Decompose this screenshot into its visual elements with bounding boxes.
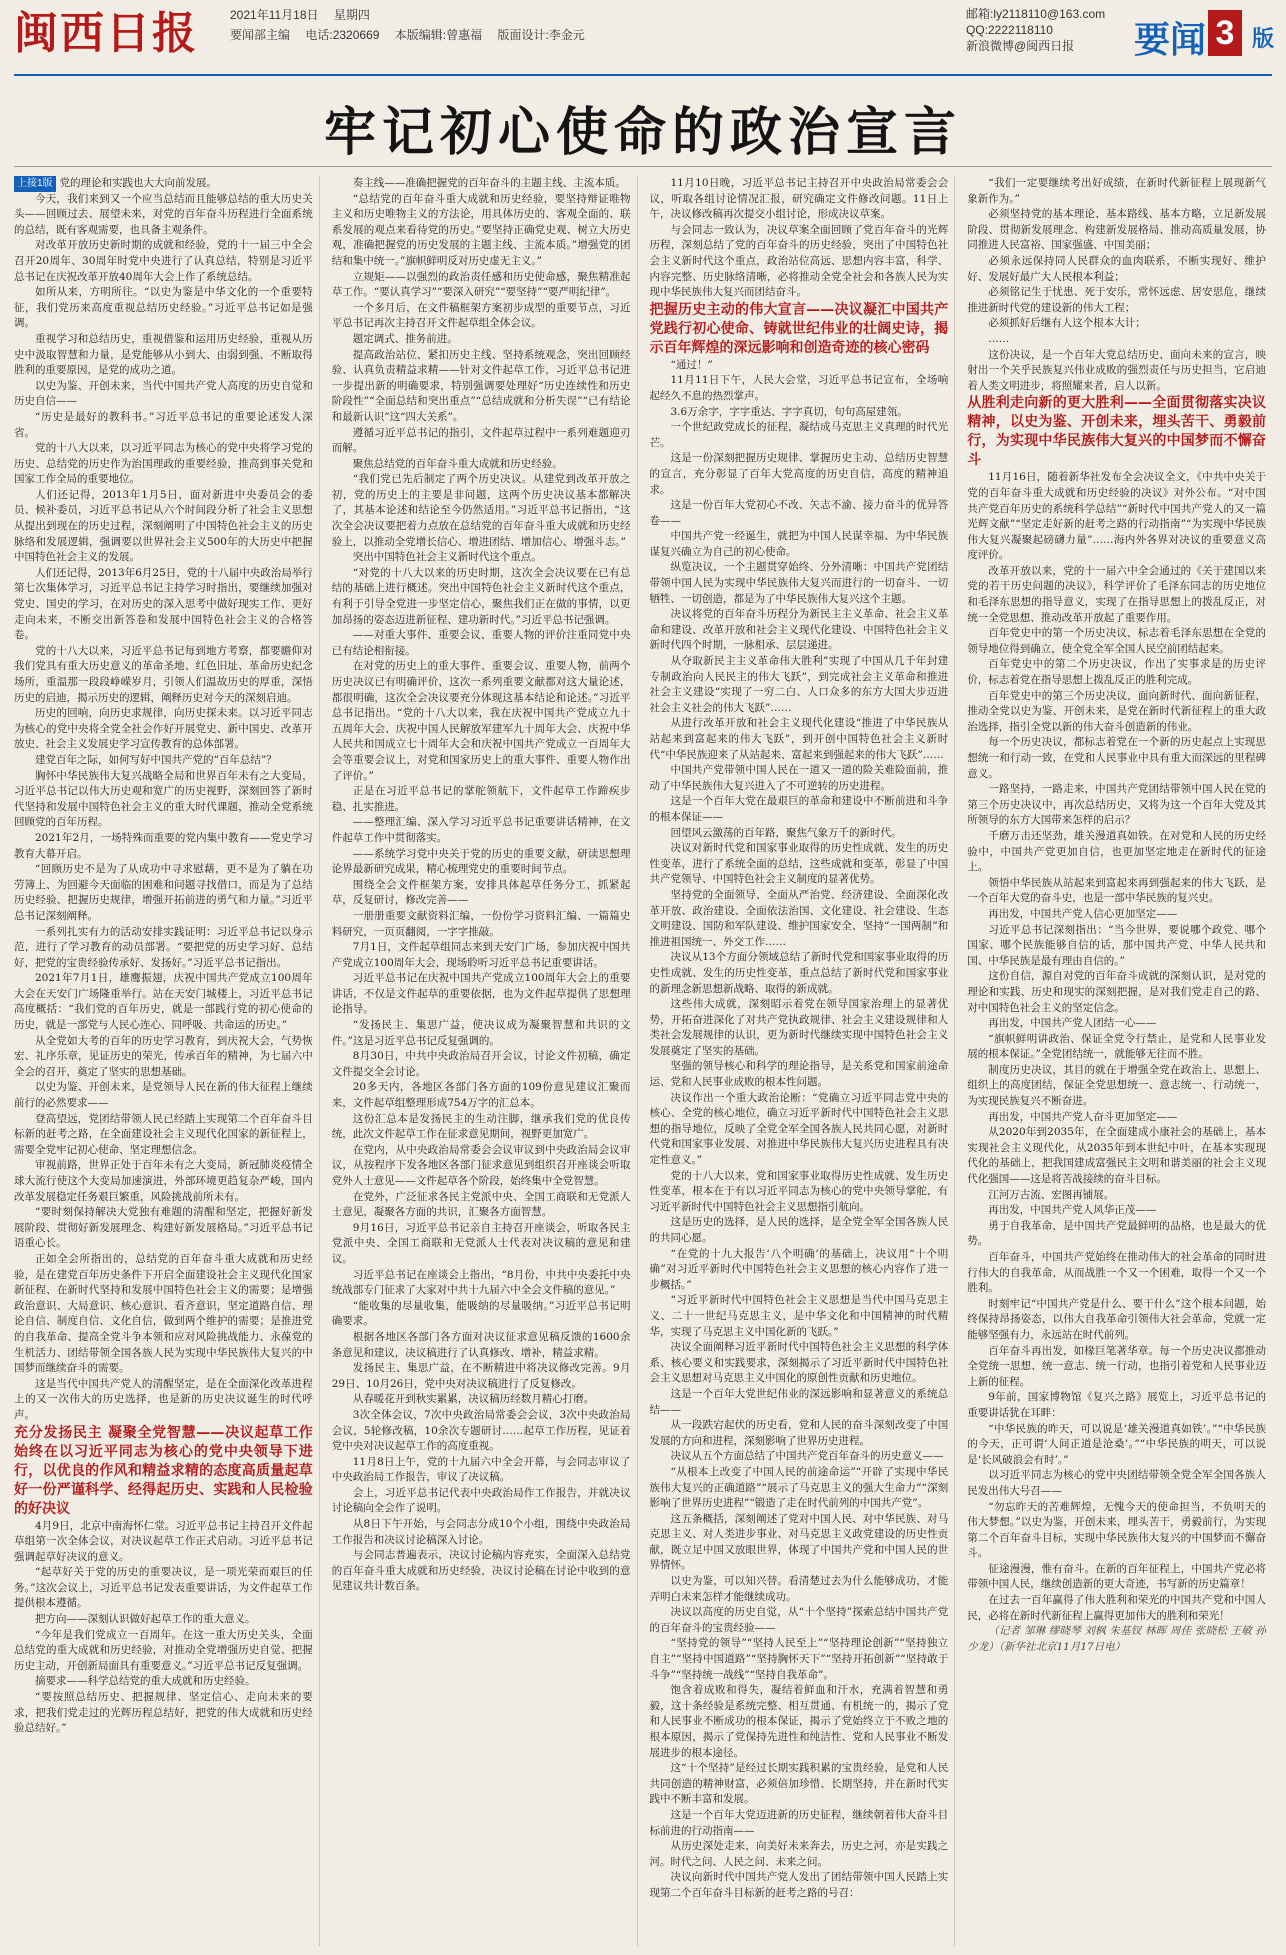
article-columns bbox=[14, 176, 1272, 1946]
body-paragraph: 把方向——深刻认识做好起草工作的重大意义。 bbox=[35, 1613, 256, 1626]
body-paragraph: 一路坚持，一路走来，中国共产党团结带领中国人民在党的第三个历史决议中，再次总结历史，又将为这一个百年大党及其所领导的东方大国带来怎样的启示？ bbox=[967, 783, 1266, 827]
body-paragraph: “中华民族的昨天，可以说是‘雄关漫道真如铁’。”“中华民族的今天，正可谓‘人间正道是沧桑’。”“中华民族的明天，可以说是‘长风破浪会有时’。” bbox=[967, 1422, 1266, 1466]
body-paragraph: 党的十八大以来，以习近平同志为核心的党中央将学习党的历史、总结党的历史作为治国理政的重要经验，推高到事关党和国家工作全局的重要地位。 bbox=[14, 442, 313, 486]
body-paragraph: 习近平总书记在庆祝中国共产党成立100周年大会上的重要讲话，不仅是文件起草的重要依据，也为文件起草提供了思想理论指导。 bbox=[331, 972, 631, 1016]
body-paragraph: 立规矩——以强烈的政治责任感和历史使命感，聚焦精准起草工作。“要认真学习”“要深入研究”“要坚持”“要严明纪律”。 bbox=[331, 270, 631, 299]
body-paragraph: 从进行改革开放和社会主义现代化建设“推进了中华民族从站起来到富起来的伟大飞跃”，到开创中国特色社会主义新时代“中华民族迎来了从站起来、富起来到强起来的伟大飞跃”…… bbox=[649, 717, 949, 761]
body-paragraph: 11月11日下午，人民大会堂，习近平总书记宣布，全场响起经久不息的热烈掌声。 bbox=[649, 374, 949, 402]
body-paragraph: 建党百年之际，如何写好中国共产党的“百年总结”？ bbox=[35, 753, 277, 766]
body-paragraph: 在对党的历史上的重大事件、重要会议、重要人物，前两个历史决议已有明确评价，这次一系列重要文献都对这大量论述，都很明确，这次全会决议要充分体现这基本结论和论述。”习近平总书记指出。“党的十八大以来，我在庆祝中国共产党成立九十五周年大会、庆祝中国人民解放军建军九十周年大会、庆祝中华人民共和国成立七十周年大会和庆祝中国共产党成立一百周年大会等重要会议上，对党和国家历史上的重大事件、重要人物作出了评价。” bbox=[331, 660, 631, 782]
body-paragraph: 4月9日，北京中南海怀仁堂。习近平总书记主持召开文件起草组第一次全体会议，对决议起草工作正式启动。习近平总书记强调起草好决议的意义。 bbox=[14, 1519, 313, 1563]
body-paragraph: 重视学习和总结历史，重视借鉴和运用历史经验，重视从历史中汲取智慧和力量，是党能够从小到大、由弱到强、不断取得胜利的重要原因，是党的成功之道。 bbox=[14, 332, 313, 377]
body-paragraph: 这是一个百年大党世纪伟业的深远影响和显著意义的系统总结—— bbox=[649, 1387, 949, 1416]
contact-email: 邮箱:ly2118110@163.com bbox=[966, 7, 1106, 21]
body-paragraph: 题定调式、推务前进。 bbox=[352, 332, 458, 345]
body-paragraph: 党的十八大以来，党和国家事业取得历史性成就、发生历史性变革，根本在于有以习近平同志为核心的党中央领导掌舵，有习近平新时代中国特色社会主义思想指引航向。 bbox=[649, 1169, 949, 1213]
body-paragraph: 奏主线——准确把握党的百年奋斗的主题主线、主流本质。 bbox=[352, 177, 626, 189]
body-paragraph: 从8日下午开始，与会同志分成10个小组，围绕中央政治局工作报告和决议讨论稿深入讨论。 bbox=[331, 1518, 631, 1546]
body-paragraph: 再出发，中国共产党人信心更加坚定—— bbox=[988, 907, 1178, 920]
body-paragraph: 中国共产党一经诞生，就把为中国人民谋幸福、为中华民族谋复兴确立为自己的初心使命。 bbox=[649, 530, 949, 558]
body-paragraph: 人们还记得，2013年6月25日，党的十八届中央政治局举行第七次集体学习，习近平总书记主持学习时指出，要继续加强对党史、国史的学习，在对历史的深入思考中做好现实工作、更好走向未来，不断交出新答卷和发展中国特色社会主义的合格答卷。 bbox=[14, 566, 313, 642]
body-paragraph: “对党的十八大以来的历史时期，这次全会决议要在已有总结的基础上进行概述。突出中国特色社会主义新时代这个重点，有利于引导全党进一步坚定信心，聚焦我们正在做的事情，以更加昂扬的姿态迈进新征程、建功新时代。”习近平总书记强调。 bbox=[331, 566, 631, 626]
body-paragraph: 江河万古流、宏图再铺展。 bbox=[988, 1188, 1115, 1201]
body-paragraph: 从2020年到2035年，在全面建成小康社会的基础上，基本实现社会主义现代化，从2035年到本世纪中叶，在基本实现现代化的基础上，把我国建成富强民主文明和谐美丽的社会主义现代化强国——这是将苦战接续的奋斗目标。 bbox=[967, 1126, 1266, 1186]
body-paragraph: 必须永远保持同人民群众的血肉联系，不断实现好、维护好、发展好最广大人民根本利益； bbox=[967, 254, 1266, 283]
body-paragraph: 决议以高度的历史自觉，从“十个坚持”探索总结中国共产党的百年奋斗的宝贵经验—— bbox=[649, 1606, 949, 1634]
section-subheading: 从胜利走向新的更大胜利——全面贯彻落实决议精神，以史为鉴、开创未来，埋头苦干、勇毅前行，为实现中华民族伟大复兴的中国梦而不懈奋斗 bbox=[967, 395, 1266, 469]
body-paragraph: “起草好关于党的历史的重要决议，是一项光荣而艰巨的任务。”这次会议上，习近平总书记发表重要讲话，为文件起草工作提供根本遵循。 bbox=[14, 1566, 313, 1610]
article-column bbox=[650, 176, 956, 1946]
body-paragraph: 百年党史中的第一个历史决议，标志着毛泽东思想在全党的领导地位得到确立，使全党全军全国人民空前团结起来。 bbox=[967, 627, 1266, 655]
body-paragraph: 在过去一百年赢得了伟大胜利和荣光的中国共产党和中国人民，必将在新时代新征程上赢得更加伟大的胜利和荣光！ bbox=[967, 1594, 1266, 1622]
masthead bbox=[0, 0, 1286, 80]
page-designer: 版面设计:李金元 bbox=[497, 28, 585, 42]
headline-rule bbox=[14, 166, 1272, 167]
body-paragraph: 会上，习近平总书记代表中央政治局作工作报告，并就决议讨论稿向全会作了说明。 bbox=[331, 1486, 631, 1515]
contact-info bbox=[966, 6, 1116, 54]
body-paragraph: 11月16日，随着新华社发布全会决议全文，《中共中央关于党的百年奋斗重大成就和历史经验的决议》对外公布。“对中国共产党百年历史的系统科学总结”“新时代中国共产党人的又一篇光辉文献”“坚定走好新的赶考之路的行动指南”“为实现中华民族伟大复兴凝聚起磅礴力量”……海内外各界对决议的重要意义高度评价。 bbox=[967, 471, 1266, 562]
body-paragraph: 从夺取新民主主义革命伟大胜利”实现了中国从几千年封建专制政治向人民民主的伟大飞跃”，到完成社会主义革命和推进社会主义建设“实现了一穷二白、人口众多的东方大国大步迈进社会主义社会的伟大飞跃”…… bbox=[649, 655, 949, 714]
body-paragraph: 再出发，中国共产党人奋斗更加坚定—— bbox=[988, 1110, 1178, 1123]
masthead-rule bbox=[14, 74, 1272, 76]
body-paragraph: “总结党的百年奋斗重大成就和历史经验，要坚持辩证唯物主义和历史唯物主义的方法论，用具体历史的、客观全面的、联系发展的观点来看待党的历史。”要坚持正确党史观、树立大历史观，准确把握党的历史发展的主题主线、主流本质。”增强党的团结和集中统一。”旗帜鲜明反对历史虚无主义。” bbox=[331, 192, 631, 267]
body-paragraph: 发扬民主、集思广益，在不断精进中将决议修改完善。9月29日、10月26日，党中央对决议稿进行了反复修改。 bbox=[331, 1362, 631, 1390]
body-paragraph: “历史是最好的教科书。”习近平总书记的重要论述发人深省。 bbox=[14, 410, 313, 439]
body-paragraph: 回望风云激荡的百年路，聚焦气象万千的新时代。 bbox=[670, 826, 902, 839]
issue-meta bbox=[230, 6, 382, 23]
contact-qq: QQ:2222118110 bbox=[966, 23, 1053, 37]
body-paragraph: “今年是我们党成立一百周年。在这一重大历史关头，全面总结党的重大成就和历史经验，对推动全党增强历史自觉、把握历史主动，开创新局面具有重要意义。”习近平总书记反复强调。 bbox=[14, 1628, 313, 1672]
body-paragraph: 一个世纪政党成长的征程，凝结成马克思主义真理的时代光芒。 bbox=[649, 421, 949, 449]
body-paragraph: “通过！” bbox=[670, 358, 713, 371]
body-paragraph: 胸怀中华民族伟大复兴战略全局和世界百年未有之大变局，习近平总书记以伟大历史观和宽广的历史视野，深刻回答了新时代坚持和发展中国特色社会主义的重大时代课题，推动全党系统回顾党的百年历程。 bbox=[14, 769, 313, 829]
body-paragraph: 9年前，国家博物馆《复兴之路》展览上，习近平总书记的重要讲话犹在耳畔： bbox=[967, 1391, 1266, 1419]
body-paragraph: “能收集的尽量收集，能吸纳的尽量吸纳。”习近平总书记明确要求。 bbox=[331, 1299, 631, 1328]
body-paragraph: 这份汇总本是发扬民主的生动注脚，继承我们党的优良传统，此次文件起草工作在征求意见期间，视野更加宽广。 bbox=[331, 1112, 631, 1141]
body-paragraph: 这是一个百年大党迈进新的历史征程，继续朝着伟大奋斗目标前进的行动指南—— bbox=[649, 1808, 949, 1837]
body-paragraph: “在党的十九大报告‘八个明确’的基础上，决议用“十个明确”对习近平新时代中国特色社会主义思想的核心内容作了进一步概括。” bbox=[649, 1247, 949, 1291]
body-paragraph: 这份自信，源自对党的百年奋斗成就的深刻认识，是对党的理论和实践、历史和现实的深刻把握，是对我们党走自己的路、对中国特色社会主义的坚定信念。 bbox=[967, 970, 1266, 1014]
body-paragraph: 从全党如大考的百年的历史学习教育，到庆祝大会，气势恢宏、礼序乐章，见证历史的荣光，传承百年的精神，为七届六中全会的召开，奠定了坚实的思想基础。 bbox=[14, 1034, 313, 1078]
body-paragraph: 与会同志普遍表示，决议讨论稿内容充实，全面深入总结党的百年奋斗重大成就和历史经验，决议讨论稿在讨论中收到的意见建议共计数百条。 bbox=[331, 1549, 631, 1593]
body-paragraph: 正如全会所指出的，总结党的百年奋斗重大成就和历史经验，是在建党百年历史条件下开启全面建设社会主义现代化国家新征程、在新时代坚持和发展中国特色社会主义的需要；是增强政治意识、大局意识、核心意识、看齐意识，坚定道路自信、理论自信、制度自信、文化自信，做到两个维护的需要；是推进党的自我革命、提高全党斗争本领和应对风险挑战能力、永葆党的生机活力、团结带领全国各族人民为实现中华民族伟大复兴的中国梦而继续奋斗的需要。 bbox=[14, 1252, 313, 1375]
body-paragraph: 百年奋斗，中国共产党始终在推动伟大的社会革命的同时进行伟大的自我革命，从而战胜一个又一个困难，取得一个又一个胜利。 bbox=[967, 1251, 1266, 1295]
body-paragraph: 人们还记得，2013年1月5日，面对新进中央委员会的委员、候补委员，习近平总书记从六个时间段分析了社会主义思想从提出到现在的历史过程，深刻阐明了中国特色社会主义的历史脉络和发展逻辑，强调要以世界社会主义500年的大历史中把握中国特色社会主义的发展。 bbox=[14, 488, 313, 564]
page-suffix: 版 bbox=[1251, 26, 1274, 51]
body-paragraph: 以史为鉴，可以知兴替。看清楚过去为什么能够成功，才能弄明白未来怎样才能继续成功。 bbox=[649, 1575, 949, 1603]
body-paragraph: ——整理汇编、深入学习习近平总书记重要讲话精神，在文件起草工作中贯彻落实。 bbox=[331, 816, 631, 844]
body-paragraph: 对改革开放历史新时期的成就和经验，党的十一届三中全会召开20周年、30周年时党中央进行了认真总结，特别是习近平总书记在庆祝改革开放40周年大会上作了系统总结。 bbox=[14, 239, 313, 283]
body-paragraph: 与会同志一致认为，决议草案全面回顾了党百年奋斗的光辉历程，深刻总结了党的百年奋斗的历史经验，突出了中国特色社会主义新时代这个重点，政治站位高远、思想内容丰富，科学、内容完整、历史脉络清晰，必将推动全党全社会和各族人民为实现中华民族伟大复兴而团结奋斗。 bbox=[649, 223, 949, 299]
body-paragraph: 百年党史中的第三个历史决议，面向新时代、面向新征程，推动全党以史为鉴、开创未来，是党在新时代新征程上的重大政治选择，指引全党以新的伟大奋斗创造新的伟业。 bbox=[967, 689, 1266, 733]
page-editor: 本版编辑:曾惠福 bbox=[394, 28, 483, 42]
article-headline: 牢记初心使命的政治宣言 bbox=[323, 103, 962, 163]
body-paragraph: 决议对新时代党和国家事业取得的历史性成就、发生的历史性变革，进行了系统全面的总结，这些成就和变革，彰显了中国共产党领导、中国特色社会主义制度的显著优势。 bbox=[649, 842, 949, 886]
body-paragraph: 决议从五个方面总结了中国共产党百年奋斗的历史意义—— bbox=[670, 1450, 944, 1463]
body-paragraph: 这是一份百年大党初心不改、矢志不渝、接力奋斗的优异答卷—— bbox=[649, 499, 949, 527]
section-subheading: 把握历史主动的伟大宣言——决议凝汇中国共产党践行初心使命、铸就世纪伟业的壮阔史诗，揭示百年辉煌的深远影响和创造奇迹的核心密码 bbox=[649, 301, 949, 356]
article-column bbox=[967, 176, 1272, 1946]
body-paragraph: 在党内，从中央政治局常委会会议审议到中央政治局会议审议，从按程序下发各地区各部门征求意见到组织召开座谈会听取党外人士意见——文件起草各个阶段，始终集中全党智慧。 bbox=[331, 1143, 631, 1187]
body-paragraph: 2021年2月，一场特殊而重要的党内集中教育——党史学习教育大幕开启。 bbox=[14, 831, 313, 860]
section-subheading: 充分发扬民主 凝聚全党智慧——决议起草工作始终在以习近平同志为核心的党中央领导下进行，以优良的作风和精益求精的态度高质量起草好一份严谨科学、经得起历史、实践和人民检验的好决议 bbox=[14, 1424, 313, 1517]
body-paragraph: 一系列扎实有力的活动安排实践证明：习近平总书记以身示范，进行了学习教育的动员部署。“要把党的历史学习好、总结好，把党的宝贵经验传承好、发扬好。”习近平总书记指出。 bbox=[14, 925, 313, 969]
body-paragraph: “我们党已先后制定了两个历史决议。从建党到改革开放之初，党的历史上的主要是非问题，这两个历史决议基本都解决了，其基本论述和结论至今仍然适用。”习近平总书记指出，“这次全会决议要把着力点放在总结党的百年奋斗重大成就和历史经验上，以推动全党增长信心、增进团结、增加信心、增强斗志。” bbox=[331, 473, 631, 548]
issue-weekday: 星期四 bbox=[333, 8, 370, 22]
section-title: 要闻 bbox=[1133, 19, 1206, 60]
body-paragraph: 决议从13个方面分领域总结了新时代党和国家事业取得的历史性成就、发生的历史性变革，重点总结了新时代党和国家事业的新理念新思想新战略、取得的新成就。 bbox=[649, 951, 949, 995]
body-paragraph: “旗帜鲜明讲政治、保证全党令行禁止，是党和人民事业发展的根本保证。”全党团结统一，就能够无往而不胜。 bbox=[967, 1032, 1266, 1061]
body-paragraph: 以习近平同志为核心的党中央团结带领全党全军全国各族人民发出伟大号召—— bbox=[967, 1469, 1266, 1497]
body-paragraph: …… bbox=[988, 332, 1010, 345]
body-paragraph: “要按照总结历史、把握规律、坚定信心、走向未来的要求，把我们党走过的光辉历程总结好，把党的伟大成就和历史经验总结好。” bbox=[14, 1691, 313, 1735]
body-paragraph: 根据各地区各部门各方面对决议征求意见稿反馈的1600余条意见和建议，决议稿进行了认真修改、增补，精益求精。 bbox=[331, 1330, 631, 1359]
section-editor: 要闻部主编 bbox=[230, 28, 291, 42]
body-paragraph: “坚持党的领导”“坚持人民至上”“坚持理论创新”“坚持独立自主”“坚持中国道路”“坚持胸怀天下”“坚持开拓创新”“坚持敢于斗争”“坚持统一战线”“坚持自我革命”。 bbox=[649, 1637, 949, 1681]
newspaper-logo: 闽西日报 bbox=[14, 8, 198, 59]
body-paragraph: 以史为鉴、开创未来，当代中国共产党人高度的历史自觉和历史自信—— bbox=[14, 379, 313, 408]
body-paragraph: 11月8日上午，党的十九届六中全会开幕，与会同志审议了中央政治局工作报告，审议了决议稿。 bbox=[331, 1455, 631, 1484]
body-paragraph: 必须抓好后继有人这个根本大计； bbox=[988, 317, 1146, 330]
body-paragraph: 围绕全会文件框架方案，安排具体起草任务分工，抓紧起草，反复研讨，修改完善—— bbox=[331, 878, 631, 907]
body-paragraph: “从根本上改变了中国人民的前途命运”“开辟了实现中华民族伟大复兴的正确道路”“展示了马克思主义的强大生命力”“深刻影响了世界历史进程”“锻造了走在时代前列的中国共产党”。 bbox=[649, 1465, 949, 1510]
body-paragraph: “回顾历史不是为了从成功中寻求慰藉，更不是为了躺在功劳簿上、为回避今天面临的困难和问题寻找借口，而是为了总结历史经验、把握历史规律，增强开拓前进的勇气和力量。”习近平总书记深刻阐释。 bbox=[14, 863, 313, 922]
body-paragraph: 这是一份深刻把握历史规律、掌握历史主动、总结历史智慧的宣言，充分彰显了百年大党高度的历史自信，高度的精神追求。 bbox=[649, 452, 949, 496]
body-paragraph: 决议作出一个重大政治论断：“党确立习近平同志党中央的核心、全党的核心地位，确立习近平新时代中国特色社会主义思想的指导地位，反映了全党全军全国各族人民共同心愿，对新时代党和国家事业发展、对推进中华民族伟大复兴历史进程具有决定性意义。” bbox=[649, 1091, 949, 1167]
body-paragraph: 这些伟大成就，深刻昭示着党在领导国家治理上的显著优势，开拓奋进深化了对共产党执政规律、社会主义建设规律和人类社会发展规律的认识，更为新时代继续实现中国特色社会主义发展奠定了坚实的基础。 bbox=[649, 998, 949, 1057]
body-paragraph: ——系统学习党中央关于党的历史的重要文献，研读思想理论界最新研究成果，精心梳理党史的重要时间节点。 bbox=[331, 847, 631, 876]
body-paragraph: 遵循习近平总书记的指引，文件起草过程中一系列难题迎刃而解。 bbox=[331, 426, 631, 455]
body-paragraph: 制度历史决议，其目的就在于增强全党在政治上、思想上、组织上的高度团结，保证全党思想统一、意志统一、行动统一，为实现民族复兴不断奋进。 bbox=[967, 1063, 1266, 1108]
body-paragraph: 这“十个坚持”是经过长期实践积累的宝贵经验，是党和人民共同创造的精神财富，必须倍加珍惜、长期坚持，并在新时代实践中不断丰富和发展。 bbox=[649, 1762, 949, 1806]
body-paragraph: 决议全面阐释习近平新时代中国特色社会主义思想的科学体系、核心要义和实践要求，深刻揭示了习近平新时代中国特色社会主义思想对马克思主义中国化的原创性贡献和历史地位。 bbox=[649, 1341, 949, 1385]
body-paragraph: “要时刻保持解决大党独有难题的清醒和坚定，把握好新发展阶段、贯彻好新发展理念、构建好新发展格局。”习近平总书记语重心长。 bbox=[14, 1206, 313, 1250]
article-column bbox=[332, 176, 638, 1946]
article-column bbox=[14, 176, 320, 1946]
body-paragraph: 9月16日，习近平总书记亲自主持召开座谈会，听取各民主党派中央、全国工商联和无党派人士代表对决议稿的意见和建议。 bbox=[331, 1221, 631, 1265]
body-paragraph: 这是一个百年大党在最艰巨的革命和建设中不断前进和斗争的根本保证—— bbox=[649, 795, 949, 823]
body-paragraph: 勇于自我革命，是中国共产党最鲜明的品格，也是最大的优势。 bbox=[967, 1219, 1266, 1248]
body-paragraph: 必须坚持党的基本理论、基本路线、基本方略，立足新发展阶段、贯彻新发展理念、构建新发展格局、推动高质量发展，协同推进人民富裕、国家强盛、中国美丽； bbox=[967, 208, 1266, 252]
body-paragraph: “勿忘昨天的苦难辉煌，无愧今天的使命担当，不负明天的伟大梦想。”以史为鉴，开创未来，埋头苦干，勇毅前行，为实现第二个百年奋斗目标，实现中华民族伟大复兴的中国梦而不懈奋斗。 bbox=[967, 1500, 1266, 1560]
body-paragraph: 从春暖花开到秋实累累，决议稿历经数月精心打磨。 bbox=[352, 1393, 595, 1406]
body-paragraph: 饱含着成败和得失，凝结着鲜血和汗水，充满着智慧和勇毅，这十条经验是系统完整、相互贯通、有机统一的，揭示了党和人民事业不断成功的根本保证，揭示了党始终立于不败之地的根本原因，揭示了党保持先进性和纯洁性、党和人民事业不断发展进步的根本途径。 bbox=[649, 1684, 949, 1759]
body-paragraph: 审视前路，世界正处于百年未有之大变局，新冠肺炎疫情全球大流行使这个大变局加速演进，外部环境更趋复杂严峻，国内改革发展稳定任务艰巨繁重，风险挑战前所未有。 bbox=[14, 1159, 313, 1203]
body-paragraph: 习近平总书记深刻指出：“当今世界，要说哪个政党、哪个国家、哪个民族能够自信的话，那中国共产党、中华人民共和国、中华民族是最有理由自信的。” bbox=[967, 923, 1266, 967]
body-paragraph: 这是历史的选择，是人民的选择，是全党全军全国各族人民的共同心愿。 bbox=[649, 1216, 949, 1244]
body-paragraph: 今天，我们来到又一个应当总结而且能够总结的重大历史关头——回顾过去、展望未来，对党的百年奋斗历程进行全面系统的总结，既有客观需要，也具备主观条件。 bbox=[14, 192, 313, 236]
body-paragraph: 以史为鉴、开创未来，是党领导人民在新的伟大征程上继续前行的必然要求—— bbox=[14, 1081, 313, 1110]
body-paragraph: “我们一定要继续考出好成绩，在新时代新征程上展现新气象新作为。” bbox=[967, 177, 1266, 205]
body-paragraph: 在党外，广泛征求各民主党派中央、全国工商联和无党派人士意见，凝聚各方面的共识，汇聚各方面智慧。 bbox=[331, 1190, 631, 1219]
body-paragraph: 改革开放以来，党的十一届六中全会通过的《关于建国以来党的若干历史问题的决议》，科学评价了毛泽东同志的历史地位和毛泽东思想的指导意义，实现了在指导思想上的拨乱反正，对统一全党思想、推动改革开放起了重要作用。 bbox=[967, 564, 1266, 624]
body-paragraph: 坚持党的全面领导、全面从严治党、经济建设、全面深化改革开放、政治建设、全面依法治国、文化建设、社会建设、生态文明建设、国防和军队建设、维护国家安全、坚持“一国两制”和推进祖国统一、外交工作…… bbox=[649, 888, 949, 948]
body-paragraph: 3次全体会议，7次中央政治局常委会会议，3次中央政治局会议，5轮修改稿，10余次专题研讨……起草工作历程，见证着党中央对决议起草工作的高度重视。 bbox=[331, 1408, 631, 1453]
body-paragraph: 7月1日，文件起草组同志来到天安门广场，参加庆祝中国共产党成立100周年大会，现场聆听习近平总书记重要讲话。 bbox=[331, 941, 631, 969]
body-paragraph: 从历史深处走来，向美好未来奔去，历史之河，亦是实践之河。时代之问、人民之问、未来之问。 bbox=[649, 1840, 949, 1868]
body-paragraph: 历史的回响，向历史求规律，向历史探未来。以习近平同志为核心的党中央将全党全社会作好开展党史、新中国史、改革开放史、社会主义发展史学习宣传教育的总体部署。 bbox=[14, 707, 313, 751]
body-paragraph: 纵览决议，一个主题贯穿始终、分外清晰：中国共产党团结带领中国人民为实现中华民族伟大复兴而进行的一切奋斗、一切牺牲、一切创造，都是为了中华民族伟大复兴这个主题。 bbox=[649, 561, 949, 605]
body-paragraph: 习近平总书记在座谈会上指出，“8月份，中共中央委托中央统战部专门征求了大家对中共十九届六中全会文件稿的意见。” bbox=[331, 1268, 631, 1297]
body-paragraph: 提高政治站位、紧扣历史主线、坚持系统观念，突出回顾经验、认真负责精益求精——针对文件起草工作，习近平总书记进一步提出新的明确要求，特别强调要处理好“历史连续性和历史阶段性”“全面总结和突出重点”“总结成就和分析失误”“已有结论和最新认识”这“四大关系”。 bbox=[331, 348, 631, 423]
continued-from-tag: 上接1版 bbox=[14, 176, 56, 192]
body-paragraph: 时刻牢记“中国共产党是什么、要干什么”这个根本问题，始终保持昂扬姿态，以伟大自我革命引领伟大社会革命，党就一定能够坚强有力，永远站在时代前列。 bbox=[967, 1297, 1266, 1341]
body-paragraph: 决议向新时代中国共产党人发出了团结带领中国人民踏上实现第二个百年奋斗目标新的赶考之路的号召： bbox=[649, 1871, 949, 1899]
editor-phone: 电话:2320669 bbox=[305, 28, 380, 42]
body-paragraph: 这是当代中国共产党人的清醒坚定，是在全面深化改革进程上的又一次伟大的历史选择，也是新的历史决议诞生的时代呼声。 bbox=[14, 1377, 313, 1421]
body-paragraph: 聚焦总结党的百年奋斗重大成就和历史经验。 bbox=[352, 457, 563, 470]
body-paragraph: 2021年7月1日，雄鹰振翅，庆祝中国共产党成立100周年大会在天安门广场隆重举行。站在天安门城楼上，习近平总书记高度概括：“我们党的百年历史，就是一部践行党的初心使命的历史，就是一部党与人民心连心、同呼吸、共命运的历史。” bbox=[14, 972, 313, 1032]
body-paragraph: 千磨万击还坚劲，雄关漫道真如铁。在对党和人民的历史经验中，中国共产党更加自信，也更加坚定地走在新时代的征途上。 bbox=[967, 829, 1266, 874]
body-paragraph: 必须铭记生于忧患、死于安乐，常怀远虑、居安思危，继续推进新时代党的建设新的伟大工程； bbox=[967, 286, 1266, 314]
contact-weibo: 新浪微博@闽西日报 bbox=[966, 39, 1075, 53]
body-paragraph: ——对重大事件、重要会议、重要人物的评价注重同党中央已有结论相衔接。 bbox=[331, 629, 631, 657]
body-paragraph: 再出发，中国共产党人团结一心—— bbox=[988, 1017, 1157, 1030]
body-paragraph: 正是在习近平总书记的掌舵领航下，文件起草工作蹄疾步稳、扎实推进。 bbox=[331, 785, 631, 813]
body-paragraph: 党的十八大以来，习近平总书记每到地方考察，都要瞻仰对我们党具有重大历史意义的革命圣地、红色旧址、革命历史纪念场所，重温那一段段峥嵘岁月，引领人们温故历史的厚重，深悟历史的启迪，揭示历史的逻辑，阐释历史对今天的深刻启迪。 bbox=[14, 644, 313, 704]
body-paragraph: 决议将党的百年奋斗历程分为新民主主义革命、社会主义革命和建设、改革开放和社会主义现代化建设、中国特色社会主义新时代四个时期，一脉相承、层层递进。 bbox=[649, 608, 949, 652]
body-paragraph: 一个多月后，在文件稿框架方案初步成型的重要节点，习近平总书记再次主持召开文件起草组全体会议。 bbox=[331, 301, 631, 330]
body-paragraph: 再出发，中国共产党人风华正茂—— bbox=[988, 1204, 1157, 1217]
body-paragraph: 百年党史中的第二个历史决议，作出了实事求是的历史评价，标志着党在指导思想上拨乱反正的胜利完成。 bbox=[967, 658, 1266, 687]
body-paragraph: 这份决议，是一个百年大党总结历史、面向未来的宣言，映射出一个关乎民族复兴伟业成败的强烈责任与历史担当，它启迪着人类文明进步，将照耀来者，启人以新。 bbox=[967, 348, 1266, 392]
body-paragraph: 百年奋斗再出发，如椽巨笔著华章。每一个历史决议都推动全党统一思想、统一意志、统一行动，也指引着党和人民事业迈上新的征程。 bbox=[967, 1344, 1266, 1388]
body-paragraph: 从一段跌宕起伏的历史看，党和人民的奋斗深刻改变了中国发展的方向和进程，深刻影响了世界历史进程。 bbox=[649, 1419, 949, 1447]
body-paragraph: 领悟中华民族从站起来到富起来再到强起来的伟大飞跃，是一个百年大党的奋斗史，也是一部中华民族的复兴史。 bbox=[967, 876, 1266, 905]
body-paragraph: 11月10日晚，习近平总书记主持召开中央政治局常委会会议，听取各组讨论情况汇报，研究确定文件修改问题。11日上午，决议修改稿再次提交小组讨论，形成决议草案。 bbox=[649, 177, 949, 221]
body-paragraph: 坚强的领导核心和科学的理论指导，是关系党和国家前途命运、党和人民事业成败的根本性问题。 bbox=[649, 1060, 949, 1089]
body-paragraph: 一册册重要文献资料汇编，一份份学习资料汇编、一篇篇史料研究，一页页翻阅，一字字推敲。 bbox=[331, 909, 631, 938]
body-paragraph: 3.6万余字，字字重达、字字真切，句句高屋建瓴。 bbox=[670, 405, 908, 418]
body-paragraph: 摘要求——科学总结党的重大成就和历史经验。 bbox=[35, 1675, 256, 1688]
issue-date: 2021年11月18日 bbox=[230, 8, 319, 22]
body-paragraph: 征途漫漫，惟有奋斗。在新的百年征程上，中国共产党必将带领中国人民，继续创造新的更大奇迹，书写新的历史篇章！ bbox=[967, 1562, 1266, 1591]
body-paragraph: 中国共产党带领中国人民在一道又一道的险关难险面前，推动了中华民族伟大复兴进入了不可逆转的历史进程。 bbox=[649, 764, 949, 792]
body-paragraph: 8月30日，中共中央政治局召开会议，讨论文件初稿，确定文件提交全会讨论。 bbox=[331, 1050, 631, 1078]
body-paragraph: 党的理论和实践也大大向前发展。 bbox=[59, 177, 218, 189]
page-number: 3 bbox=[1208, 10, 1242, 56]
body-paragraph: “发扬民主、集思广益，使决议成为凝聚智慧和共识的文件。”这是习近平总书记反复强调的。 bbox=[331, 1019, 631, 1047]
body-paragraph: 登高望远，党团结带领人民已经踏上实现第二个百年奋斗目标新的赶考之路，在全面建设社会主义现代化国家的新征程上，需要全党牢记初心使命、坚定理想信念。 bbox=[14, 1112, 313, 1156]
body-paragraph: 突出中国特色社会主义新时代这个重点。 bbox=[352, 551, 542, 564]
body-paragraph: 每一个历史决议，都标志着党在一个新的历史起点上实现思想统一和行动一致，在党和人民事业中具有重大而深远的里程碑意义。 bbox=[967, 736, 1266, 780]
body-paragraph: 20多天内，各地区各部门各方面的109份意见建议汇聚而来，文件起草组整理形成754万字的汇总本。 bbox=[331, 1081, 631, 1110]
editorial-meta bbox=[230, 26, 597, 43]
body-paragraph: 这五条概括，深刻阐述了党对中国人民、对中华民族、对马克思主义、对人类进步事业、对马克思主义政党建设的历史性贡献，既立足中国又放眼世界，体现了中国共产党和中国人民的世界情怀。 bbox=[649, 1512, 949, 1572]
byline-credit: （记者 邹琳 缪晓琴 刘枫 朱基钗 林晖 周佳 张晓松 王敏 孙少龙）（新华社北京11月17日电） bbox=[967, 1625, 1266, 1653]
body-paragraph: “习近平新时代中国特色社会主义思想是当代中国马克思主义、二十一世纪马克思主义，是中华文化和中国精神的时代精华，实现了马克思主义中国化新的飞跃。” bbox=[649, 1294, 949, 1338]
body-paragraph: 如所从来，方明所往。“以史为鉴是中华文化的一个重要特征，我们党历来高度重视总结历史经验。”习近平总书记如是强调。 bbox=[14, 286, 313, 330]
